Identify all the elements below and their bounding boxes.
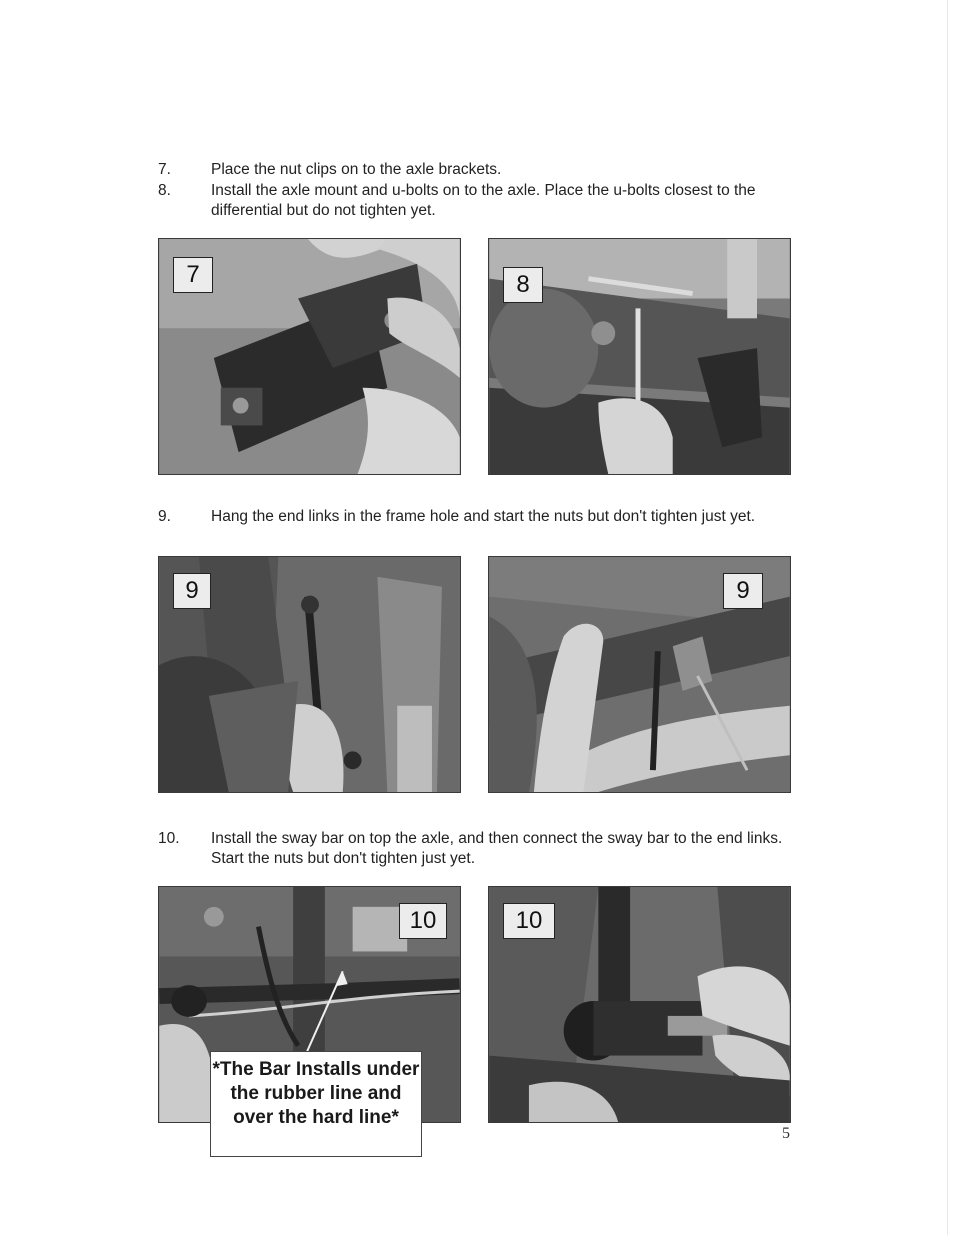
photo-label-badge: 10 (503, 903, 555, 939)
scan-edge-line (947, 0, 948, 1235)
photo-label-badge: 9 (173, 573, 211, 609)
step-text: Place the nut clips on to the axle brackets. (211, 161, 502, 178)
step-number: 10. (158, 830, 180, 847)
step-number: 9. (158, 508, 171, 525)
photo-step-8 (488, 238, 791, 475)
photo-label-badge: 7 (173, 257, 213, 293)
photo-step-9-left (158, 556, 461, 793)
photo-step-10-right (488, 886, 791, 1123)
step-number: 8. (158, 182, 171, 199)
installation-note-callout: *The Bar Installs under the rubber line and over the hard line* (210, 1051, 422, 1157)
step-number: 7. (158, 161, 171, 178)
photo-label-badge: 8 (503, 267, 543, 303)
step-text: Install the sway bar on top the axle, and then connect the sway bar to the end links. Start the nuts but don't tighten just yet. (211, 830, 783, 867)
photo-step-7 (158, 238, 461, 475)
photo-label-badge: 10 (399, 903, 447, 939)
photo-label-badge: 9 (723, 573, 763, 609)
photo-step-9-right (488, 556, 791, 793)
step-text: Hang the end links in the frame hole and start the nuts but don't tighten just yet. (211, 508, 756, 525)
page-number: 5 (782, 1125, 790, 1142)
step-text: Install the axle mount and u-bolts on to the axle. Place the u-bolts closest to the differential but do not tighten yet. (211, 182, 756, 219)
